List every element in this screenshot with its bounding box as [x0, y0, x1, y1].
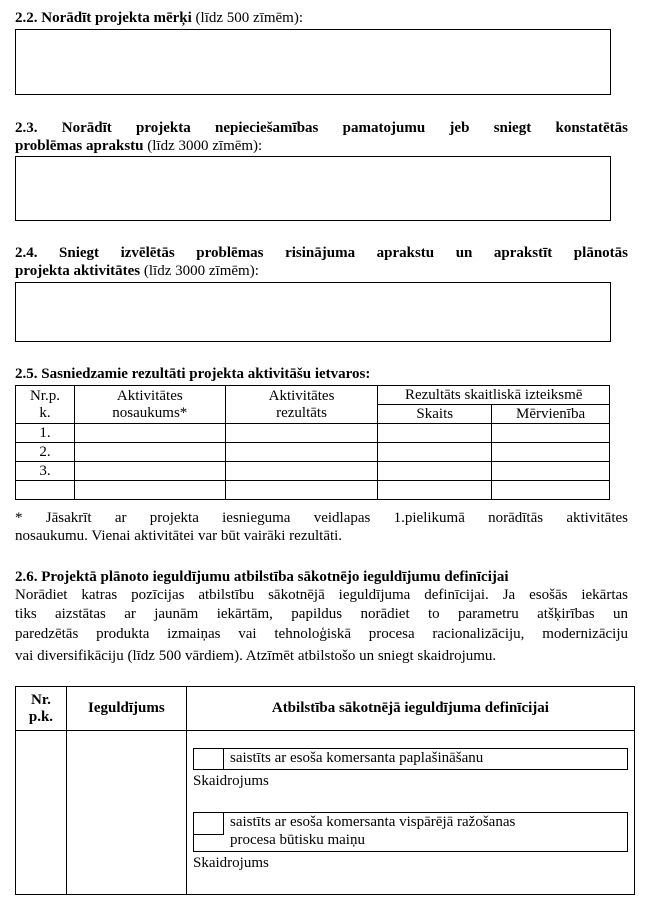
section-title: Norādīt projekta mērķi	[41, 10, 192, 26]
section-title: problēmas aprakstu	[15, 138, 144, 154]
char-limit: (līdz 3000 zīmēm):	[143, 263, 259, 279]
section-2-6-para-line4: vai diversifikāciju (līdz 500 vārdiem). Atzīmēt atbilstošo un sniegt skaidrojumu.	[15, 648, 497, 664]
unit-cell[interactable]	[492, 481, 610, 500]
header-unit: Mērvienība	[492, 405, 610, 424]
table-row	[16, 443, 610, 462]
activity-result-cell[interactable]	[225, 481, 378, 500]
quantity-cell[interactable]	[378, 481, 492, 500]
section-title: projekta aktivitātes	[15, 263, 141, 279]
header-result-numeric: Rezultāts skaitliskā izteiksmē	[378, 386, 610, 405]
section-2-3-heading-line1: 2.3. Norādīt projekta nepieciešamības pamatojumu jeb sniegt konstatētās	[15, 120, 628, 136]
row-number: 2.	[16, 443, 75, 462]
footnote-line1: * Jāsakrīt ar projekta iesnieguma veidlapas 1.pielikumā norādītās aktivitātes	[15, 510, 628, 526]
activity-result-cell[interactable]	[225, 424, 378, 443]
activity-name-cell[interactable]	[74, 462, 225, 481]
char-limit: (līdz 3000 zīmēm):	[147, 138, 263, 154]
row-number: 3.	[16, 462, 75, 481]
section-2-6-para-line1: Norādiet katras pozīcijas atbilstību sākotnējā ieguldījuma definīcijai. Ja esošās iekārtas	[15, 587, 628, 603]
option-expansion-checkbox[interactable]	[194, 749, 224, 769]
activity-name-cell[interactable]	[74, 481, 225, 500]
section-2-4-heading-line2	[15, 263, 259, 280]
header-definition: Atbilstība sākotnējā ieguldījuma definīcijai	[186, 687, 634, 731]
char-limit: (līdz 500 zīmēm):	[195, 10, 304, 26]
row-number: 1.	[16, 424, 75, 443]
explanation-label-2: Skaidrojums	[193, 855, 269, 871]
footnote-line2: nosaukumu. Vienai aktivitātei var būt vairāki rezultāti.	[15, 528, 343, 544]
activity-result-cell[interactable]	[225, 443, 378, 462]
activity-name-cell[interactable]	[74, 424, 225, 443]
quantity-cell[interactable]	[378, 443, 492, 462]
header-nr: Nr.p. k.	[16, 386, 75, 424]
table-row	[16, 462, 610, 481]
table-row	[16, 481, 610, 500]
explanation-label-1: Skaidrojums	[193, 773, 269, 789]
investment-cell[interactable]	[66, 731, 186, 895]
section-number: 2.2.	[15, 10, 38, 26]
section-2-4-heading-line1: 2.4. Sniegt izvēlētās problēmas risinājuma aprakstu un aprakstīt plānotās	[15, 245, 628, 261]
section-2-6-para-line3: paredzētās produkta izmaiņas vai tehnoloģiskā procesa racionalizāciju, modernizāciju	[15, 626, 628, 642]
unit-cell[interactable]	[492, 443, 610, 462]
header-activity-name: Aktivitātes nosaukums*	[74, 386, 225, 424]
goal-textbox[interactable]	[15, 29, 611, 95]
section-2-5-heading: 2.5. Sasniedzamie rezultāti projekta aktivitāšu ietvaros:	[15, 366, 371, 382]
solution-textbox[interactable]	[15, 282, 611, 342]
quantity-cell[interactable]	[378, 424, 492, 443]
section-2-3-heading-line2	[15, 138, 262, 155]
option-process-change-row	[193, 812, 628, 852]
unit-cell[interactable]	[492, 424, 610, 443]
unit-cell[interactable]	[492, 462, 610, 481]
section-2-6-para-line2: tiks aizstātas ar jaunām iekārtām, papildus norādiet to parametru atšķirības un	[15, 606, 628, 622]
investment-table	[15, 686, 635, 895]
option-expansion-row	[193, 748, 628, 770]
table-row	[16, 424, 610, 443]
option-process-change-checkbox[interactable]	[194, 813, 224, 835]
activity-result-cell[interactable]	[225, 462, 378, 481]
section-2-2-heading	[15, 10, 303, 27]
option-process-change-label: saistīts ar esoša komersanta vispārējā ražošanas procesa būtisku maiņu	[230, 814, 516, 848]
header-investment: Ieguldījums	[66, 687, 186, 731]
activity-name-cell[interactable]	[74, 443, 225, 462]
nr-cell[interactable]	[16, 731, 67, 895]
section-2-6-heading: 2.6. Projektā plānoto ieguldījumu atbilstība sākotnējo ieguldījumu definīcijai	[15, 569, 509, 585]
option-expansion-label: saistīts ar esoša komersanta paplašināšanu	[230, 750, 484, 766]
header-activity-result: Aktivitātes rezultāts	[225, 386, 378, 424]
header-quantity: Skaits	[378, 405, 492, 424]
results-table	[15, 385, 610, 500]
row-number	[16, 481, 75, 500]
header-nr-pk: Nr. p.k.	[16, 687, 67, 731]
quantity-cell[interactable]	[378, 462, 492, 481]
justification-textbox[interactable]	[15, 156, 611, 221]
